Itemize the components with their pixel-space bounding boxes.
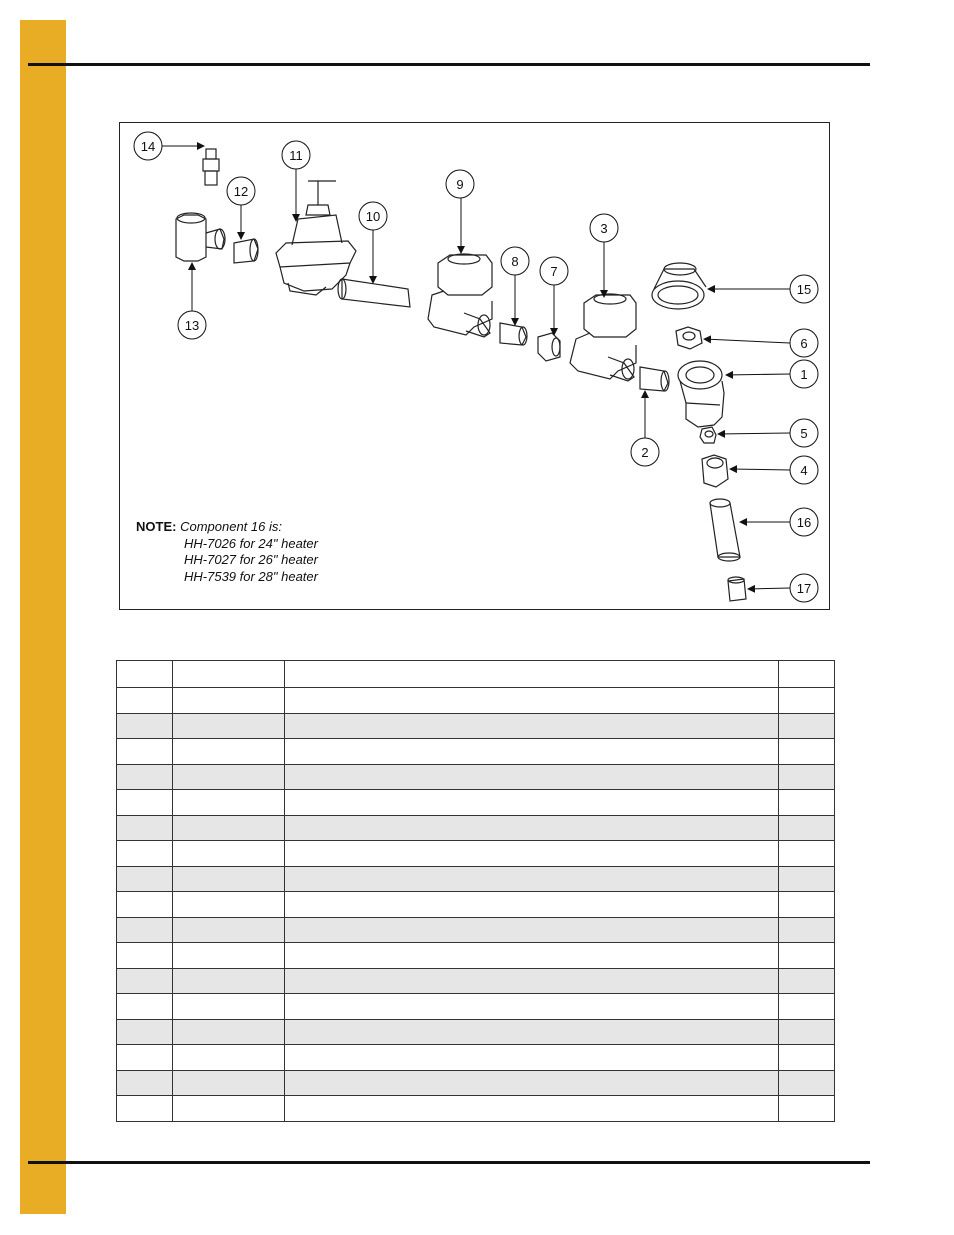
part-3-drawing <box>570 294 636 381</box>
exploded-parts-diagram <box>119 122 830 610</box>
table-row <box>117 943 835 969</box>
table-row <box>117 917 835 943</box>
header-rule <box>28 63 870 66</box>
part-11-drawing <box>276 181 356 295</box>
callout-label-7: 7 <box>550 264 558 279</box>
note-lines <box>184 536 318 586</box>
part-1-drawing <box>678 361 724 427</box>
header-ref <box>117 661 173 688</box>
footer-rule <box>28 1161 870 1164</box>
part-5-drawing <box>700 427 716 443</box>
table-row <box>117 1096 835 1122</box>
callout-label-16: 16 <box>796 515 812 530</box>
table-row <box>117 1070 835 1096</box>
part-9-drawing <box>428 254 492 337</box>
part-4-drawing <box>702 455 728 487</box>
callout-label-14: 14 <box>140 139 156 154</box>
callout-label-4: 4 <box>800 463 808 478</box>
table-row <box>117 739 835 765</box>
table-row <box>117 968 835 994</box>
callout-label-1: 1 <box>800 367 808 382</box>
note-line: HH-7539 for 28" heater <box>184 568 318 584</box>
callout-label-13: 13 <box>184 318 200 333</box>
callout-label-9: 9 <box>456 177 464 192</box>
table-row <box>117 1019 835 1045</box>
part-15-drawing <box>652 263 706 309</box>
component-note <box>136 519 318 585</box>
part-16-drawing <box>710 499 740 561</box>
table-header-row <box>117 661 835 688</box>
header-part <box>173 661 285 688</box>
parts-table <box>116 660 835 1122</box>
table-row <box>117 815 835 841</box>
part-7-drawing <box>538 333 560 361</box>
table-row <box>117 713 835 739</box>
part-6-drawing <box>676 327 702 349</box>
table-row <box>117 790 835 816</box>
callout-label-17: 17 <box>796 581 812 596</box>
callout-label-11: 11 <box>289 148 303 163</box>
part-10-drawing <box>338 279 410 307</box>
note-label: NOTE: <box>136 519 177 534</box>
part-12-drawing <box>234 239 258 263</box>
header-qty <box>779 661 835 688</box>
part-13-drawing <box>176 213 225 261</box>
callout-label-8: 8 <box>511 254 519 269</box>
table-row <box>117 764 835 790</box>
note-line: HH-7026 for 24" heater <box>184 535 318 551</box>
callout-label-2: 2 <box>641 445 649 460</box>
callout-label-3: 3 <box>600 221 608 236</box>
table-row <box>117 688 835 714</box>
table-row <box>117 994 835 1020</box>
callout-label-15: 15 <box>796 282 812 297</box>
callout-label-5: 5 <box>800 426 808 441</box>
part-2-drawing <box>640 367 669 391</box>
part-14-drawing <box>203 149 219 185</box>
part-17-drawing <box>728 577 746 601</box>
side-tab <box>20 20 66 1214</box>
note-text: Component 16 is: <box>180 519 282 534</box>
part-8-drawing <box>500 323 527 345</box>
callout-label-6: 6 <box>800 336 808 351</box>
header-description <box>285 661 779 688</box>
table-row <box>117 841 835 867</box>
note-line: HH-7027 for 26" heater <box>184 552 318 567</box>
callout-label-10: 10 <box>365 209 381 224</box>
table-row <box>117 892 835 918</box>
table-row <box>117 1045 835 1071</box>
callout-label-12: 12 <box>233 184 249 199</box>
table-row <box>117 866 835 892</box>
